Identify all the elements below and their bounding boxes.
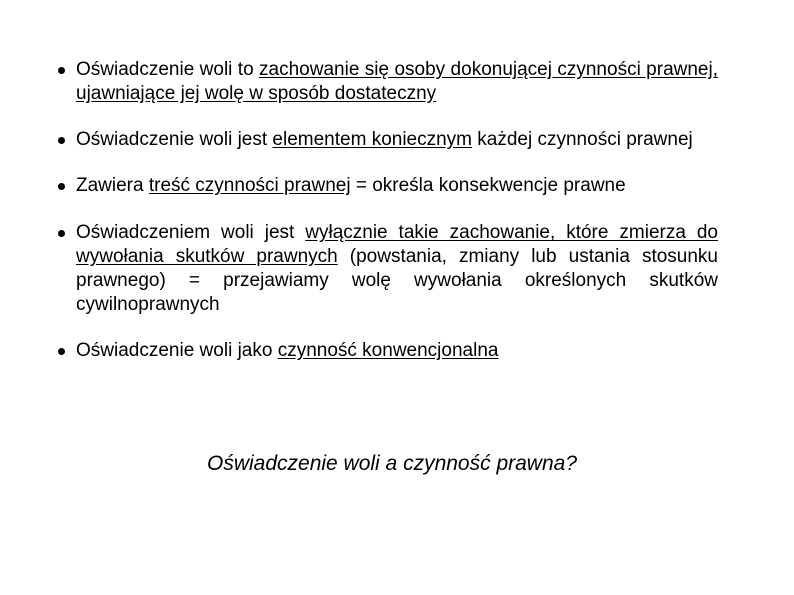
bullet-text-underlined: treść czynności prawnej [148,175,351,196]
bullet-list [56,58,718,363]
bullet-text-part: Oświadczeniem woli jest [76,222,306,243]
closing-question: Oświadczenie woli a czynność prawna? [206,452,577,475]
bullet-text-part: = określa konsekwencje prawne [350,175,626,196]
bullet-text-part: Oświadczenie woli jest [76,129,273,150]
bullet-text-underlined: czynność konwencjonalna [277,340,499,361]
bullet-dot-icon [58,137,65,144]
bullet-item [56,128,718,152]
bullet-dot-icon [58,67,65,74]
bullet-text [76,128,718,152]
bullet-text [76,174,718,198]
bullet-text-underlined: zachowanie się osoby dokonującej czynności prawnej, ujawniające jej wolę w sposób dostateczny [76,59,718,104]
bullet-text-part: każdej czynności prawnej [472,129,693,150]
bullet-item [56,58,718,106]
bullet-text-part: Oświadczenie woli jako [76,340,278,361]
bullet-item [56,174,718,198]
bullet-text [76,58,718,106]
bullet-text-part: Zawiera [76,175,149,196]
bullet-dot-icon [58,183,65,190]
bullet-text-part: (powstania, zmiany lub ustania stosunku prawnego) = przejawiamy wolę wywołania określonych skutków cywilnoprawnych [76,246,718,315]
bullet-text [76,221,718,317]
bullet-text-underlined: wyłącznie takie zachowanie, które zmierza do wywołania skutków prawnych [76,222,718,267]
bullet-text [76,339,718,363]
bullet-dot-icon [58,348,65,355]
bullet-dot-icon [58,230,65,237]
bullet-item [56,339,718,363]
bullet-text-underlined: elementem koniecznym [272,129,473,150]
bullet-text-part: Oświadczenie woli to [76,59,260,80]
bullet-item [56,221,718,317]
